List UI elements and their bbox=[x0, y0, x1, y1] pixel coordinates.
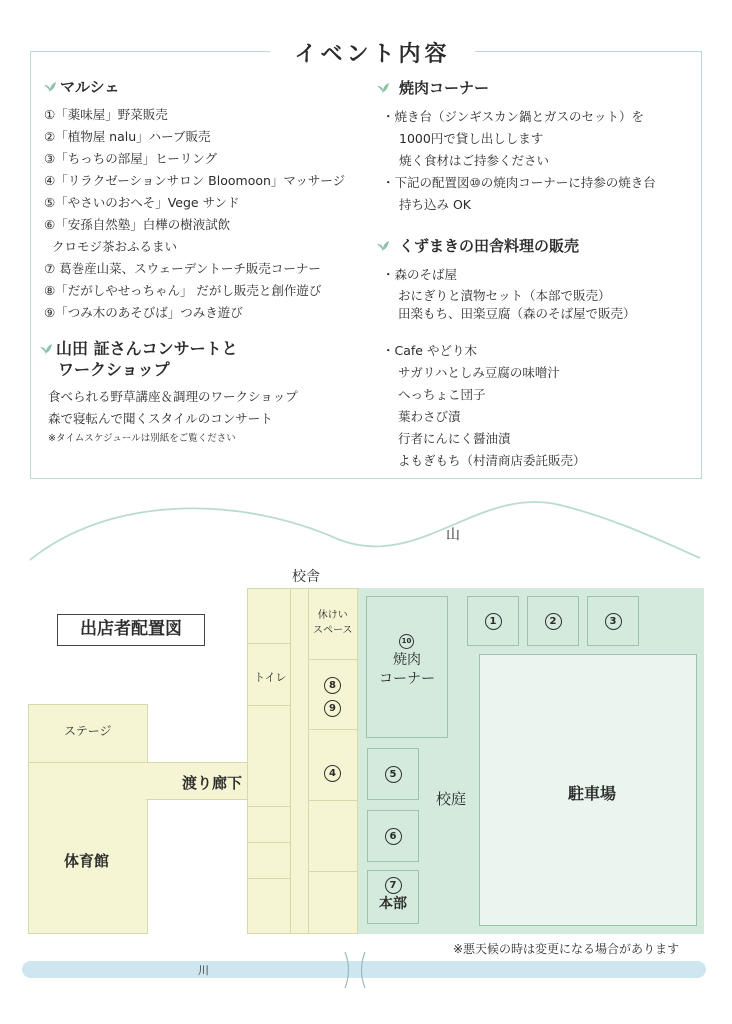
schedule-note: ※タイムスケジュールは別紙をご覧ください bbox=[48, 433, 236, 444]
booth-4-marker: 4 bbox=[324, 765, 341, 782]
gym-label: 体育館 bbox=[64, 852, 110, 870]
school-building-west bbox=[247, 588, 291, 934]
yakiniku-line: ・下記の配置図⑩の焼肉コーナーに持参の焼き台 bbox=[382, 175, 656, 190]
map-title: 出店者配置図 bbox=[57, 614, 205, 646]
rest-space-label: 休けい スペース bbox=[313, 610, 353, 636]
kuzumaki-line: ・森のそば屋 bbox=[382, 267, 458, 282]
yakiniku-line: 持ち込み OK bbox=[399, 197, 472, 212]
marche-item: ⑦ 葛巻産山菜、スウェーデントーチ販売コーナー bbox=[44, 261, 321, 276]
booth-1 bbox=[467, 596, 519, 646]
hq-label: 本部 bbox=[379, 896, 407, 912]
toilet-label: トイレ bbox=[254, 671, 287, 684]
booth-7-marker: 7 bbox=[385, 877, 402, 894]
leaf-icon bbox=[38, 341, 54, 357]
kuzumaki-line: 田楽もち、田楽豆腐（森のそば屋で販売） bbox=[398, 306, 636, 321]
marche-item: ⑨「つみ木のあそびば」つみき遊び bbox=[44, 305, 243, 320]
mountain-outline bbox=[0, 490, 732, 570]
school-building-east bbox=[308, 588, 358, 934]
marche-heading: マルシェ bbox=[42, 77, 119, 97]
kuzumaki-line: 葉わさび漬 bbox=[398, 409, 461, 424]
concert-heading-line2: ワークショップ bbox=[58, 360, 170, 379]
weather-note: ※悪天候の時は変更になる場合があります bbox=[453, 942, 680, 956]
leaf-icon bbox=[375, 80, 391, 96]
yakiniku-line: 焼く食材はご持参ください bbox=[399, 153, 550, 168]
hallway bbox=[291, 588, 309, 934]
booth-2-marker: 2 bbox=[545, 613, 562, 630]
marche-item: ⑤「やさいのおへそ」Vege サンド bbox=[44, 195, 240, 210]
mountain-label: 山 bbox=[446, 527, 460, 543]
booth-9-marker: 9 bbox=[324, 700, 341, 717]
yakiniku-heading: 焼肉コーナー bbox=[375, 78, 489, 98]
booth-1-marker: 1 bbox=[485, 613, 502, 630]
concert-heading: 山田 証さんコンサートと bbox=[38, 339, 238, 359]
marche-item: ③「ちっちの部屋」ヒーリング bbox=[44, 151, 217, 166]
marche-item: ①「薬味屋」野菜販売 bbox=[44, 107, 168, 122]
marche-item: ④「リラクゼーションサロン Bloomoon」マッサージ bbox=[44, 173, 346, 188]
river-label: 川 bbox=[198, 964, 209, 977]
booth-5 bbox=[367, 748, 419, 800]
booth-6-marker: 6 bbox=[385, 828, 402, 845]
event-title: イベント内容 bbox=[270, 40, 475, 70]
school-building-label: 校舎 bbox=[292, 569, 320, 585]
kuzumaki-line: サガリハとしみ豆腐の味噌汁 bbox=[398, 365, 560, 380]
marche-item: ②「植物屋 nalu」ハーブ販売 bbox=[44, 129, 211, 144]
parking-label: 駐車場 bbox=[568, 784, 617, 803]
leaf-icon bbox=[42, 79, 58, 95]
gym-area bbox=[28, 762, 148, 934]
booth-6 bbox=[367, 810, 419, 862]
leaf-icon bbox=[375, 238, 391, 254]
kuzumaki-line: 行者にんにく醤油漬 bbox=[398, 431, 511, 446]
yakiniku-line: ・焼き台（ジンギスカン鍋とガスのセット）を bbox=[382, 109, 644, 124]
concert-line: 食べられる野草講座＆調理のワークショップ bbox=[48, 389, 298, 404]
schoolyard-label: 校庭 bbox=[436, 790, 467, 808]
booth-8-marker: 8 bbox=[324, 677, 341, 694]
stage-label: ステージ bbox=[64, 724, 112, 738]
marche-item: ⑥「安孫自然塾」白樺の樹液試飲 bbox=[44, 217, 231, 232]
booth-3 bbox=[587, 596, 639, 646]
booth-7-hq bbox=[367, 870, 419, 924]
booth-5-marker: 5 bbox=[385, 766, 402, 783]
marche-item: クロモジ茶おふるまい bbox=[44, 239, 177, 254]
kuzumaki-line: よもぎもち（村清商店委託販売） bbox=[398, 453, 586, 468]
booth-3-marker: 3 bbox=[605, 613, 622, 630]
kuzumaki-line: おにぎりと漬物セット（本部で販売） bbox=[398, 288, 611, 303]
kuzumaki-line: へっちょこ団子 bbox=[398, 387, 486, 402]
yakiniku-line: 1000円で貸し出しします bbox=[399, 131, 544, 146]
corridor-label: 渡り廊下 bbox=[182, 774, 243, 792]
kuzumaki-heading: くずまきの田舎料理の販売 bbox=[375, 236, 579, 256]
booth-2 bbox=[527, 596, 579, 646]
booth-10-marker: 10 bbox=[399, 634, 414, 649]
bridge-icon bbox=[340, 950, 370, 990]
marche-item: ⑧「だがしやせっちゃん」 だがし販売と創作遊び bbox=[44, 283, 322, 298]
concert-line: 森で寝転んで聞くスタイルのコンサート bbox=[48, 411, 273, 426]
yakiniku-corner-label: 焼肉 コーナー bbox=[379, 652, 435, 687]
kuzumaki-line: ・Cafe やどり木 bbox=[382, 343, 477, 358]
